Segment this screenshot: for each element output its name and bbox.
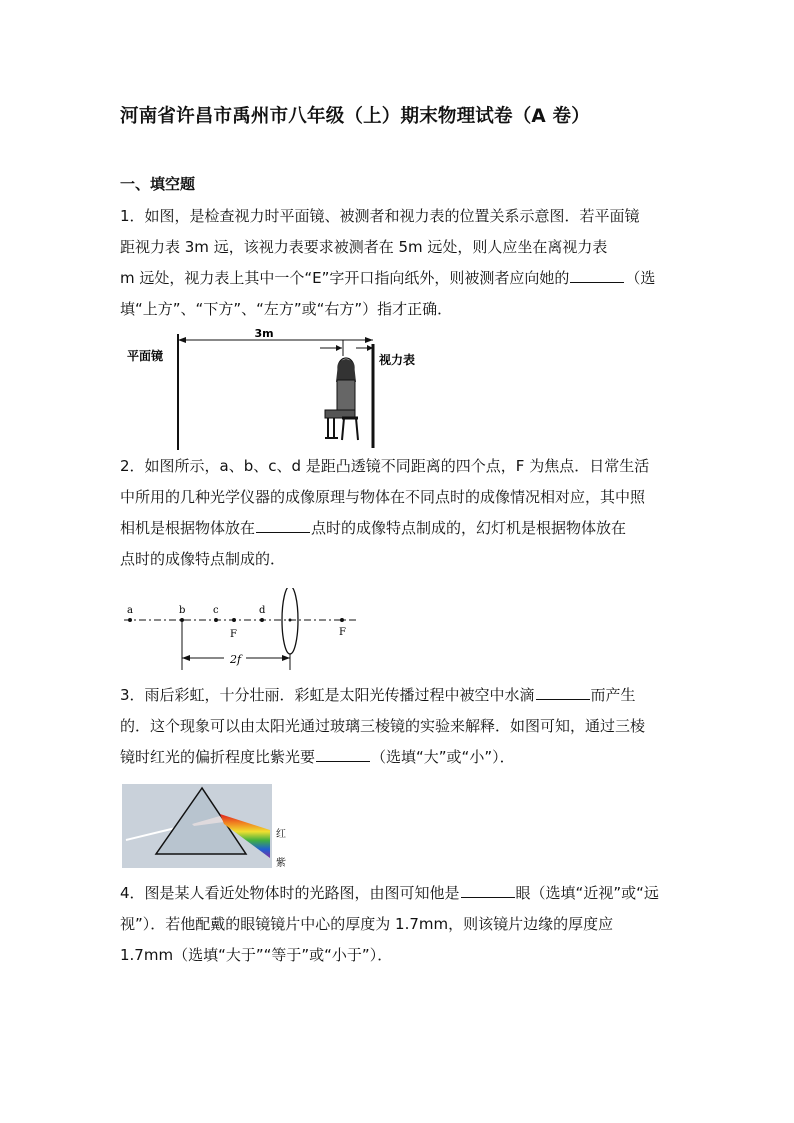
point-c bbox=[214, 618, 218, 622]
seated-person bbox=[325, 358, 358, 440]
two-f-label: 2f bbox=[230, 653, 242, 666]
q1-line-3-tail: （选 bbox=[625, 269, 656, 287]
q1-line-3-text: m 远处，视力表上其中一个“E”字开口指向纸外，则被测者应向她的 bbox=[120, 269, 570, 287]
label-focus-right: F bbox=[339, 627, 346, 638]
two-f-arrow-left bbox=[182, 655, 190, 661]
q1-figure bbox=[120, 326, 430, 450]
q1-line-2: 距视力表 3m 远，该视力表要求被测者在 5m 远处，则人应坐在离视力表 bbox=[120, 238, 608, 256]
q3-line-1-tail: 而产生 bbox=[590, 686, 636, 704]
red-label: 红 bbox=[276, 829, 286, 840]
focus-right-point bbox=[340, 618, 344, 622]
q1-figure-svg bbox=[120, 326, 430, 450]
q2-line-3-text: 相机是根据物体放在 bbox=[120, 519, 256, 537]
q4-line-1-tail: 眼（选填“近视”或“远 bbox=[515, 884, 659, 902]
q3-figure-svg bbox=[122, 784, 282, 870]
q1-line-3 bbox=[120, 263, 680, 294]
point-a bbox=[128, 618, 132, 622]
q3-line-3-text: 镜时红光的偏折程度比紫光要 bbox=[120, 748, 316, 766]
question-2 bbox=[120, 451, 680, 575]
q2-line-4: 点时的成像特点制成的． bbox=[120, 550, 286, 568]
q3-answer-blank-1[interactable] bbox=[536, 685, 590, 700]
q2-answer-blank-1[interactable] bbox=[256, 518, 310, 533]
q3-line-1-text: 3．雨后彩虹，十分壮丽．彩虹是太阳光传播过程中被空中水滴 bbox=[120, 686, 535, 704]
label-a: a bbox=[127, 605, 133, 616]
q1-line-1: 1．如图，是检查视力时平面镜、被测者和视力表的位置关系示意图．若平面镜 bbox=[120, 207, 640, 225]
point-d bbox=[260, 618, 264, 622]
q3-line-3-tail: （选填“大”或“小”）． bbox=[371, 748, 515, 766]
label-focus-left: F bbox=[230, 629, 237, 640]
label-c: c bbox=[213, 605, 219, 616]
focus-left-point bbox=[232, 618, 236, 622]
q4-line-1 bbox=[120, 878, 680, 909]
question-3 bbox=[120, 680, 680, 773]
q2-line-3-tail: 点时的成像特点制成的，幻灯机是根据物体放在 bbox=[311, 519, 627, 537]
q2-figure-svg bbox=[120, 588, 360, 674]
q1-answer-blank[interactable] bbox=[570, 268, 624, 283]
label-d: d bbox=[259, 605, 266, 616]
question-4 bbox=[120, 878, 680, 971]
q4-line-2: 视”）．若他配戴的眼镜镜片中心的厚度为 1.7mm，则该镜片边缘的厚度应 bbox=[120, 915, 614, 933]
q4-line-3: 1.7mm（选填“大于”“等于”或“小于”）． bbox=[120, 946, 393, 964]
violet-label: 紫 bbox=[276, 858, 286, 869]
person-offset-arrow bbox=[336, 345, 342, 351]
chart-label: 视力表 bbox=[379, 353, 416, 367]
q3-answer-blank-2[interactable] bbox=[316, 747, 370, 762]
distance-arrow-left bbox=[178, 337, 186, 343]
q2-line-3 bbox=[120, 513, 680, 544]
q2-line-2: 中所用的几种光学仪器的成像原理与物体在不同点时的成像情况相对应，其中照 bbox=[120, 488, 646, 506]
q3-line-2: 的．这个现象可以由太阳光通过玻璃三棱镜的实验来解释．如图可知，通过三棱 bbox=[120, 717, 646, 735]
q4-line-1-text: 4．图是某人看近处物体时的光路图，由图可知他是 bbox=[120, 884, 460, 902]
lens-center bbox=[289, 619, 292, 622]
q4-answer-blank-1[interactable] bbox=[461, 883, 515, 898]
section-heading: 一、填空题 bbox=[120, 175, 196, 193]
distance-label: 3m bbox=[254, 327, 274, 340]
distance-arrow-right bbox=[365, 337, 373, 343]
exam-title: 河南省许昌市禹州市八年级（上）期末物理试卷（A 卷） bbox=[120, 106, 590, 127]
q3-line-1 bbox=[120, 680, 680, 711]
q3-figure bbox=[122, 784, 282, 870]
q2-figure bbox=[120, 588, 360, 674]
q1-line-4: 填“上方”、“下方”、“左方”或“右方”）指才正确． bbox=[120, 300, 453, 318]
q3-line-3 bbox=[120, 742, 680, 773]
two-f-arrow-right bbox=[282, 655, 290, 661]
label-b: b bbox=[179, 605, 186, 616]
question-1 bbox=[120, 201, 680, 325]
q2-line-1: 2．如图所示，a、b、c、d 是距凸透镜不同距离的四个点，F 为焦点．日常生活 bbox=[120, 457, 650, 475]
mirror-label: 平面镜 bbox=[127, 349, 164, 363]
